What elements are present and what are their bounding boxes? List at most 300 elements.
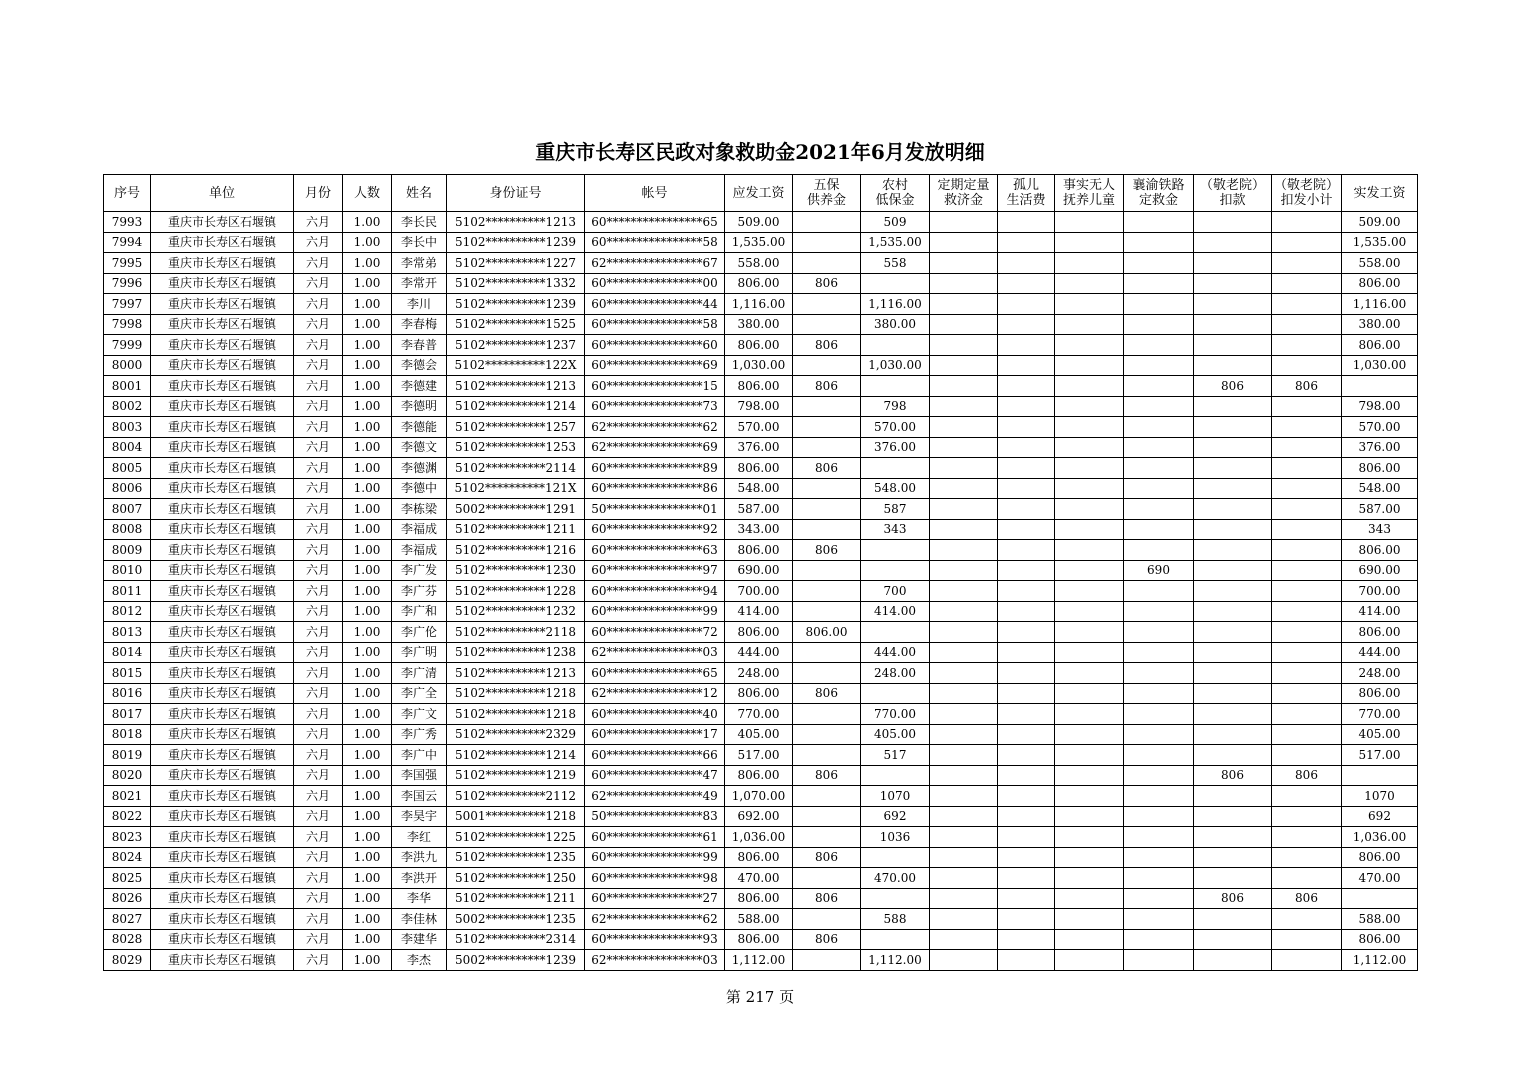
cell-month: 六月 (294, 560, 343, 581)
cell-count: 1.00 (343, 765, 392, 786)
cell-nursing-deduction (1194, 786, 1272, 807)
table-row (104, 765, 1418, 786)
cell-orphan (998, 560, 1055, 581)
cell-unit: 重庆市长寿区石堰镇 (151, 560, 294, 581)
cell-name: 李洪开 (392, 868, 447, 889)
cell-count: 1.00 (343, 294, 392, 315)
cell-fixed-relief (930, 355, 998, 376)
cell-rural-dibao: 517 (861, 745, 930, 766)
cell-wubao: 806 (793, 376, 861, 397)
cell-de-facto-orphan (1055, 888, 1124, 909)
table-row (104, 683, 1418, 704)
cell-rural-dibao (861, 335, 930, 356)
cell-name: 李红 (392, 827, 447, 848)
header-month: 月份 (294, 175, 343, 212)
cell-wubao: 806 (793, 335, 861, 356)
cell-name: 李德建 (392, 376, 447, 397)
cell-month: 六月 (294, 253, 343, 274)
relief-payment-table (103, 174, 1418, 971)
table-row (104, 396, 1418, 417)
cell-id-number: 5102**********1213 (447, 663, 585, 684)
cell-payable: 587.00 (725, 499, 793, 520)
cell-month: 六月 (294, 724, 343, 745)
cell-id-number: 5102**********1211 (447, 888, 585, 909)
cell-payable: 1,112.00 (725, 950, 793, 971)
cell-wubao (793, 396, 861, 417)
cell-month: 六月 (294, 683, 343, 704)
cell-account: 60****************17 (585, 724, 725, 745)
cell-id-number: 5001**********1218 (447, 806, 585, 827)
cell-de-facto-orphan (1055, 314, 1124, 335)
cell-xiangyu-railway (1124, 929, 1194, 950)
cell-account: 62****************03 (585, 950, 725, 971)
cell-id-number: 5102**********1228 (447, 581, 585, 602)
cell-actual-pay: 470.00 (1342, 868, 1418, 889)
cell-orphan (998, 499, 1055, 520)
cell-actual-pay: 806.00 (1342, 273, 1418, 294)
cell-wubao (793, 437, 861, 458)
cell-rural-dibao: 588 (861, 909, 930, 930)
cell-fixed-relief (930, 458, 998, 479)
cell-payable: 700.00 (725, 581, 793, 602)
cell-orphan (998, 212, 1055, 233)
header-wubao: 五保 供养金 (793, 175, 861, 212)
cell-id-number: 5102**********1225 (447, 827, 585, 848)
cell-nursing-withheld (1272, 273, 1342, 294)
cell-month: 六月 (294, 396, 343, 417)
cell-orphan (998, 929, 1055, 950)
cell-count: 1.00 (343, 724, 392, 745)
cell-wubao: 806 (793, 683, 861, 704)
cell-month: 六月 (294, 314, 343, 335)
cell-account: 60****************65 (585, 663, 725, 684)
table-body (104, 212, 1418, 971)
cell-orphan (998, 663, 1055, 684)
cell-count: 1.00 (343, 355, 392, 376)
cell-month: 六月 (294, 478, 343, 499)
cell-fixed-relief (930, 499, 998, 520)
cell-wubao (793, 581, 861, 602)
cell-nursing-deduction: 806 (1194, 765, 1272, 786)
cell-de-facto-orphan (1055, 786, 1124, 807)
cell-xiangyu-railway (1124, 622, 1194, 643)
cell-name: 李德文 (392, 437, 447, 458)
cell-payable: 470.00 (725, 868, 793, 889)
table-row (104, 622, 1418, 643)
cell-count: 1.00 (343, 827, 392, 848)
cell-count: 1.00 (343, 458, 392, 479)
cell-month: 六月 (294, 519, 343, 540)
cell-account: 60****************58 (585, 314, 725, 335)
cell-de-facto-orphan (1055, 560, 1124, 581)
cell-de-facto-orphan (1055, 273, 1124, 294)
cell-orphan (998, 724, 1055, 745)
cell-unit: 重庆市长寿区石堰镇 (151, 724, 294, 745)
cell-actual-pay: 806.00 (1342, 540, 1418, 561)
cell-wubao (793, 704, 861, 725)
table-row (104, 253, 1418, 274)
cell-rural-dibao: 414.00 (861, 601, 930, 622)
header-count: 人数 (343, 175, 392, 212)
table-row (104, 929, 1418, 950)
cell-fixed-relief (930, 683, 998, 704)
cell-de-facto-orphan (1055, 745, 1124, 766)
cell-id-number: 5102**********1214 (447, 745, 585, 766)
cell-actual-pay: 570.00 (1342, 417, 1418, 438)
cell-account: 60****************27 (585, 888, 725, 909)
cell-actual-pay: 700.00 (1342, 581, 1418, 602)
cell-fixed-relief (930, 827, 998, 848)
cell-de-facto-orphan (1055, 868, 1124, 889)
cell-payable: 588.00 (725, 909, 793, 930)
cell-serial: 8021 (104, 786, 151, 807)
cell-month: 六月 (294, 745, 343, 766)
cell-xiangyu-railway (1124, 355, 1194, 376)
cell-fixed-relief (930, 581, 998, 602)
cell-fixed-relief (930, 335, 998, 356)
cell-nursing-withheld (1272, 622, 1342, 643)
cell-rural-dibao: 587 (861, 499, 930, 520)
cell-name: 李德能 (392, 417, 447, 438)
cell-fixed-relief (930, 622, 998, 643)
cell-account: 60****************92 (585, 519, 725, 540)
cell-month: 六月 (294, 294, 343, 315)
cell-payable: 509.00 (725, 212, 793, 233)
cell-actual-pay: 806.00 (1342, 929, 1418, 950)
cell-id-number: 5002**********1239 (447, 950, 585, 971)
cell-nursing-deduction (1194, 540, 1272, 561)
cell-rural-dibao: 1,535.00 (861, 232, 930, 253)
cell-orphan (998, 642, 1055, 663)
cell-unit: 重庆市长寿区石堰镇 (151, 642, 294, 663)
cell-rural-dibao: 570.00 (861, 417, 930, 438)
cell-name: 李长民 (392, 212, 447, 233)
cell-orphan (998, 294, 1055, 315)
cell-nursing-withheld (1272, 724, 1342, 745)
cell-unit: 重庆市长寿区石堰镇 (151, 335, 294, 356)
cell-actual-pay (1342, 765, 1418, 786)
cell-count: 1.00 (343, 253, 392, 274)
table-row (104, 499, 1418, 520)
cell-actual-pay: 806.00 (1342, 847, 1418, 868)
cell-nursing-withheld (1272, 560, 1342, 581)
cell-xiangyu-railway (1124, 827, 1194, 848)
cell-name: 李洪九 (392, 847, 447, 868)
cell-unit: 重庆市长寿区石堰镇 (151, 212, 294, 233)
cell-nursing-deduction (1194, 601, 1272, 622)
cell-nursing-deduction (1194, 827, 1272, 848)
cell-xiangyu-railway (1124, 499, 1194, 520)
cell-payable: 806.00 (725, 458, 793, 479)
cell-nursing-deduction (1194, 581, 1272, 602)
cell-nursing-deduction: 806 (1194, 888, 1272, 909)
cell-rural-dibao: 380.00 (861, 314, 930, 335)
cell-month: 六月 (294, 786, 343, 807)
cell-count: 1.00 (343, 622, 392, 643)
cell-month: 六月 (294, 704, 343, 725)
cell-count: 1.00 (343, 314, 392, 335)
cell-wubao (793, 663, 861, 684)
cell-id-number: 5102**********122X (447, 355, 585, 376)
cell-de-facto-orphan (1055, 622, 1124, 643)
cell-name: 李德明 (392, 396, 447, 417)
cell-xiangyu-railway (1124, 417, 1194, 438)
cell-xiangyu-railway (1124, 642, 1194, 663)
cell-serial: 8004 (104, 437, 151, 458)
cell-de-facto-orphan (1055, 519, 1124, 540)
cell-count: 1.00 (343, 417, 392, 438)
cell-month: 六月 (294, 847, 343, 868)
cell-de-facto-orphan (1055, 396, 1124, 417)
cell-account: 62****************67 (585, 253, 725, 274)
cell-wubao (793, 355, 861, 376)
cell-payable: 376.00 (725, 437, 793, 458)
cell-de-facto-orphan (1055, 663, 1124, 684)
cell-orphan (998, 601, 1055, 622)
cell-de-facto-orphan (1055, 929, 1124, 950)
cell-name: 李栋梁 (392, 499, 447, 520)
cell-unit: 重庆市长寿区石堰镇 (151, 253, 294, 274)
cell-serial: 8001 (104, 376, 151, 397)
cell-xiangyu-railway (1124, 212, 1194, 233)
cell-actual-pay: 806.00 (1342, 622, 1418, 643)
cell-de-facto-orphan (1055, 376, 1124, 397)
cell-fixed-relief (930, 540, 998, 561)
cell-account: 50****************01 (585, 499, 725, 520)
cell-rural-dibao: 798 (861, 396, 930, 417)
cell-actual-pay: 770.00 (1342, 704, 1418, 725)
cell-nursing-withheld (1272, 294, 1342, 315)
table-row (104, 642, 1418, 663)
cell-wubao (793, 827, 861, 848)
cell-unit: 重庆市长寿区石堰镇 (151, 417, 294, 438)
cell-count: 1.00 (343, 335, 392, 356)
cell-xiangyu-railway (1124, 314, 1194, 335)
cell-xiangyu-railway (1124, 724, 1194, 745)
cell-nursing-withheld (1272, 704, 1342, 725)
cell-serial: 7996 (104, 273, 151, 294)
cell-payable: 806.00 (725, 273, 793, 294)
cell-serial: 8018 (104, 724, 151, 745)
cell-serial: 8014 (104, 642, 151, 663)
cell-id-number: 5002**********1235 (447, 909, 585, 930)
cell-xiangyu-railway (1124, 376, 1194, 397)
cell-nursing-deduction (1194, 273, 1272, 294)
cell-nursing-deduction (1194, 704, 1272, 725)
cell-serial: 8028 (104, 929, 151, 950)
cell-nursing-withheld (1272, 314, 1342, 335)
header-rural-dibao: 农村 低保金 (861, 175, 930, 212)
cell-actual-pay: 692 (1342, 806, 1418, 827)
cell-wubao: 806 (793, 847, 861, 868)
cell-rural-dibao (861, 376, 930, 397)
cell-fixed-relief (930, 294, 998, 315)
cell-rural-dibao: 376.00 (861, 437, 930, 458)
cell-serial: 8027 (104, 909, 151, 930)
cell-account: 62****************49 (585, 786, 725, 807)
table-row (104, 745, 1418, 766)
cell-actual-pay: 1,036.00 (1342, 827, 1418, 848)
cell-nursing-deduction (1194, 847, 1272, 868)
cell-rural-dibao (861, 622, 930, 643)
cell-name: 李福成 (392, 519, 447, 540)
cell-nursing-withheld (1272, 745, 1342, 766)
cell-nursing-withheld (1272, 827, 1342, 848)
cell-wubao (793, 724, 861, 745)
cell-account: 60****************99 (585, 847, 725, 868)
cell-fixed-relief (930, 396, 998, 417)
cell-nursing-withheld (1272, 335, 1342, 356)
cell-account: 60****************63 (585, 540, 725, 561)
cell-id-number: 5102**********1235 (447, 847, 585, 868)
cell-actual-pay: 1,112.00 (1342, 950, 1418, 971)
cell-count: 1.00 (343, 396, 392, 417)
cell-rural-dibao: 343 (861, 519, 930, 540)
cell-unit: 重庆市长寿区石堰镇 (151, 314, 294, 335)
cell-payable: 806.00 (725, 765, 793, 786)
cell-de-facto-orphan (1055, 232, 1124, 253)
cell-unit: 重庆市长寿区石堰镇 (151, 376, 294, 397)
cell-de-facto-orphan (1055, 335, 1124, 356)
cell-month: 六月 (294, 827, 343, 848)
cell-serial: 8013 (104, 622, 151, 643)
cell-fixed-relief (930, 417, 998, 438)
table-row (104, 376, 1418, 397)
cell-account: 60****************15 (585, 376, 725, 397)
cell-account: 60****************89 (585, 458, 725, 479)
cell-account: 60****************61 (585, 827, 725, 848)
cell-name: 李春梅 (392, 314, 447, 335)
table-row (104, 417, 1418, 438)
cell-fixed-relief (930, 909, 998, 930)
cell-count: 1.00 (343, 273, 392, 294)
cell-nursing-deduction (1194, 622, 1272, 643)
cell-count: 1.00 (343, 683, 392, 704)
cell-de-facto-orphan (1055, 253, 1124, 274)
cell-payable: 806.00 (725, 335, 793, 356)
cell-fixed-relief (930, 847, 998, 868)
cell-nursing-withheld (1272, 478, 1342, 499)
cell-de-facto-orphan (1055, 950, 1124, 971)
cell-xiangyu-railway (1124, 540, 1194, 561)
cell-rural-dibao: 770.00 (861, 704, 930, 725)
cell-nursing-deduction (1194, 232, 1272, 253)
cell-month: 六月 (294, 335, 343, 356)
cell-wubao (793, 417, 861, 438)
cell-nursing-deduction (1194, 745, 1272, 766)
cell-serial: 8024 (104, 847, 151, 868)
cell-serial: 7997 (104, 294, 151, 315)
cell-id-number: 5102**********1218 (447, 683, 585, 704)
cell-name: 李国云 (392, 786, 447, 807)
cell-nursing-withheld (1272, 786, 1342, 807)
cell-fixed-relief (930, 376, 998, 397)
cell-orphan (998, 519, 1055, 540)
cell-orphan (998, 581, 1055, 602)
cell-nursing-withheld (1272, 212, 1342, 233)
cell-month: 六月 (294, 950, 343, 971)
cell-actual-pay: 690.00 (1342, 560, 1418, 581)
cell-orphan (998, 478, 1055, 499)
cell-unit: 重庆市长寿区石堰镇 (151, 888, 294, 909)
cell-orphan (998, 827, 1055, 848)
cell-actual-pay: 1,030.00 (1342, 355, 1418, 376)
header-name: 姓名 (392, 175, 447, 212)
cell-actual-pay: 405.00 (1342, 724, 1418, 745)
cell-nursing-withheld (1272, 663, 1342, 684)
cell-de-facto-orphan (1055, 540, 1124, 561)
cell-fixed-relief (930, 868, 998, 889)
cell-actual-pay: 798.00 (1342, 396, 1418, 417)
cell-rural-dibao: 1,030.00 (861, 355, 930, 376)
cell-xiangyu-railway (1124, 273, 1194, 294)
cell-month: 六月 (294, 929, 343, 950)
cell-nursing-withheld (1272, 253, 1342, 274)
cell-month: 六月 (294, 642, 343, 663)
cell-payable: 1,070.00 (725, 786, 793, 807)
cell-xiangyu-railway (1124, 601, 1194, 622)
cell-count: 1.00 (343, 950, 392, 971)
cell-actual-pay: 376.00 (1342, 437, 1418, 458)
table-row (104, 601, 1418, 622)
cell-xiangyu-railway (1124, 663, 1194, 684)
cell-rural-dibao (861, 847, 930, 868)
cell-name: 李常开 (392, 273, 447, 294)
cell-nursing-deduction (1194, 417, 1272, 438)
cell-actual-pay: 588.00 (1342, 909, 1418, 930)
cell-de-facto-orphan (1055, 765, 1124, 786)
cell-name: 李常弟 (392, 253, 447, 274)
cell-account: 62****************03 (585, 642, 725, 663)
cell-nursing-deduction (1194, 724, 1272, 745)
cell-de-facto-orphan (1055, 704, 1124, 725)
cell-serial: 8026 (104, 888, 151, 909)
header-nursing-deduction: （敬老院） 扣款 (1194, 175, 1272, 212)
cell-actual-pay: 806.00 (1342, 458, 1418, 479)
cell-rural-dibao (861, 683, 930, 704)
cell-actual-pay: 248.00 (1342, 663, 1418, 684)
cell-serial: 8002 (104, 396, 151, 417)
header-actual-pay: 实发工资 (1342, 175, 1418, 212)
cell-name: 李华 (392, 888, 447, 909)
table-row (104, 827, 1418, 848)
cell-nursing-withheld (1272, 847, 1342, 868)
cell-id-number: 5002**********1291 (447, 499, 585, 520)
table-row (104, 540, 1418, 561)
cell-serial: 8007 (104, 499, 151, 520)
cell-account: 60****************69 (585, 355, 725, 376)
cell-orphan (998, 622, 1055, 643)
cell-xiangyu-railway (1124, 294, 1194, 315)
cell-orphan (998, 786, 1055, 807)
cell-unit: 重庆市长寿区石堰镇 (151, 909, 294, 930)
cell-id-number: 5102**********1238 (447, 642, 585, 663)
cell-unit: 重庆市长寿区石堰镇 (151, 396, 294, 417)
cell-de-facto-orphan (1055, 847, 1124, 868)
cell-fixed-relief (930, 478, 998, 499)
cell-payable: 558.00 (725, 253, 793, 274)
cell-unit: 重庆市长寿区石堰镇 (151, 622, 294, 643)
table-row (104, 806, 1418, 827)
cell-unit: 重庆市长寿区石堰镇 (151, 786, 294, 807)
cell-wubao (793, 478, 861, 499)
cell-nursing-deduction (1194, 560, 1272, 581)
cell-de-facto-orphan (1055, 478, 1124, 499)
cell-de-facto-orphan (1055, 724, 1124, 745)
cell-serial: 8011 (104, 581, 151, 602)
cell-nursing-withheld (1272, 396, 1342, 417)
cell-rural-dibao: 405.00 (861, 724, 930, 745)
